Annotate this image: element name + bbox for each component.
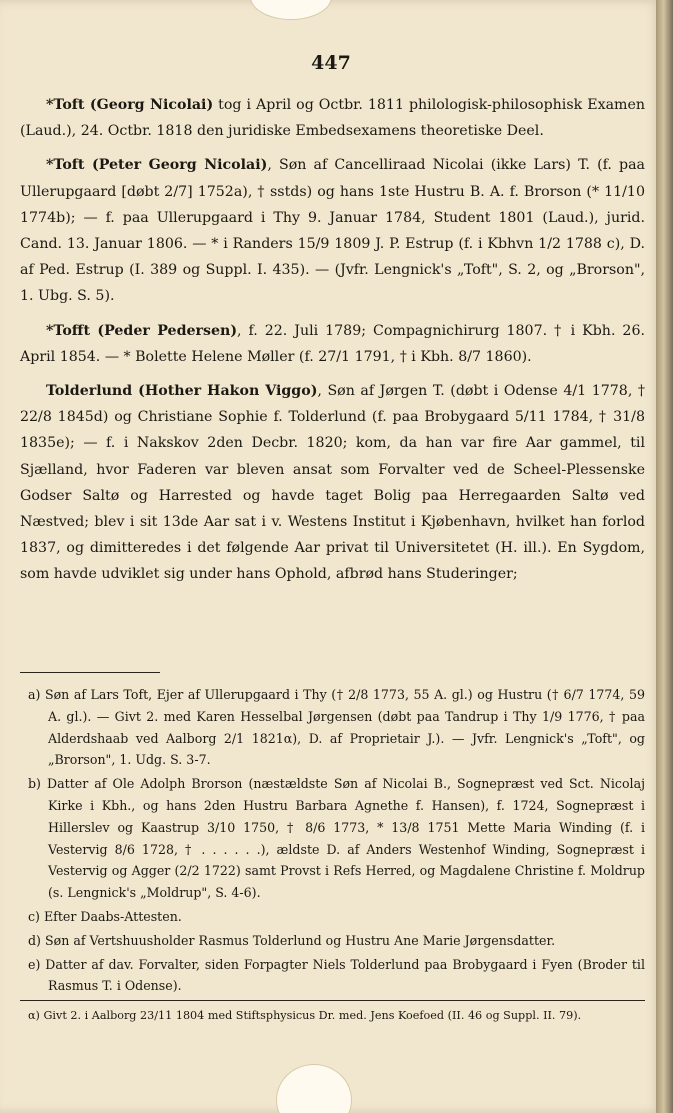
note — [28, 684, 645, 771]
note — [28, 954, 645, 998]
entry-heading: *Toft (Peter Georg Nicolai) — [46, 157, 268, 174]
note — [28, 930, 645, 952]
main-text — [20, 92, 645, 588]
page-number: 447 — [311, 52, 351, 74]
footnote-divider — [20, 1000, 645, 1001]
entry-heading: *Tofft (Peder Pedersen) — [46, 322, 238, 339]
note — [28, 773, 645, 904]
note-text: Efter Daabs-Attesten. — [43, 908, 182, 924]
entry-heading: Tolderlund (Hother Hakon Viggo) — [46, 383, 318, 400]
note-label: c) — [28, 908, 40, 924]
footnote — [28, 1006, 662, 1025]
note-text: Datter af Ole Adolph Brorson (næstældste Søn af Nicolai B., Sognepræst ved Sct. Nicolaj Kirke i Kbh., og hans 2den Hustru Barbara Agnethe f. Hansen), f. 1724, Sognepræst i Hillerslev og Kaastrup 3/10 1750, † 8/6 1773, * 13/8 1751 Mette Maria Winding (f. i Vestervig 8/6 1728, † . . . . . .), ældste D. af Anders Westenhof Winding, Sognepræst i Vestervig og Agger (2/2 1722) samt Provst i Refs Herred, og Magdalene Christine f. Moldrup (s. Lengnick's „Moldrup", S. 4-6). — [47, 776, 645, 901]
entry-text: , f. 22. Juli 1789; Compagnichirurg 1807. † i Kbh. 26. April 1854. — * Bolette Helene Møller (f. 27/1 1791, † i Kbh. 8/7 1860). — [20, 322, 645, 365]
entry-heading: *Toft (Georg Nicolai) — [46, 97, 214, 113]
note-text: Søn af Vertshuusholder Rasmus Tolderlund og Hustru Ane Marie Jørgensdatter. — [45, 932, 556, 948]
entry — [20, 378, 645, 588]
notes-divider — [20, 672, 160, 673]
book-spine — [656, 0, 673, 1113]
note-text: Søn af Lars Toft, Ejer af Ullerupgaard i Thy († 2/8 1773, 55 A. gl.) og Hustru († 6/7 1774, 59 A. gl.). — Givt 2. med Karen Hesselbal Jørgensen (døbt paa Tandrup i Thy 1/9 1776, † paa Alderdshaab ved Aalborg 2/1 1821α), D. af Proprietair J.). — Jvfr. Lengnick's „Toft", og „Brorson", 1. Udg. S. 3-7. — [44, 687, 645, 768]
note-label: a) — [28, 687, 41, 702]
note-text: Datter af dav. Forvalter, siden Forpagter Niels Tolderlund paa Brobygaard i Fyen (Broder til Rasmus T. i Odense). — [45, 956, 645, 994]
footnote-text: Givt 2. i Aalborg 23/11 1804 med Stiftsphysicus Dr. med. Jens Koefoed (II. 46 og Suppl. II. 79). — [43, 1009, 582, 1022]
entry-text: , Søn af Jørgen T. (døbt i Odense 4/1 1778, † 22/8 1845d) og Christiane Sophie f. Tolderlund (f. paa Brobygaard 5/11 1784, † 31/8 1835e); — f. i Nakskov 2den Decbr. 1820; kom, da han var fire Aar gammel, til Sjælland, hvor Faderen var bleven ansat som Forvalter ved de Scheel-Plessenske Godser Saltø og Harrested og havde taget Bolig paa Herregaarden Saltø ved Næstved; blev i sit 13de Aar sat i v. Westens Institut i Kjøbenhavn, hvilket han forlod 1837, og dimitteredes i det følgende Aar privat til Universitetet (H. ill.). En Sygdom, som havde udviklet sig under hans Ophold, afbrød hans Studeringer; — [20, 383, 645, 583]
note — [28, 906, 645, 928]
note-label: e) — [28, 956, 41, 972]
paper-tab-bottom — [276, 1064, 352, 1113]
note-label: b) — [28, 776, 41, 792]
entry — [20, 92, 645, 144]
paper-tab-top — [250, 0, 332, 20]
footnote-label: α) — [28, 1009, 40, 1022]
entry-text: tog i April og Octbr. 1811 philologisk-philosophisk Examen (Laud.), 24. Octbr. 1818 den juridiske Embedsexamens theoretiske Deel. — [20, 97, 646, 140]
note-label: d) — [28, 932, 41, 948]
entry — [20, 318, 645, 370]
entry — [20, 152, 645, 309]
entry-text: , Søn af Cancelliraad Nicolai (ikke Lars) T. (f. paa Ullerupgaard [døbt 2/7] 1752a), † sstds) og hans 1ste Hustru B. A. f. Brorson (* 11/10 1774b); — f. paa Ullerupgaard i Thy 9. Januar 1784, Student 1801 (Laud.), jurid. Cand. 13. Januar 1806. — * i Randers 15/9 1809 J. P. Estrup (f. i Kbhvn 1/2 1788 c), D. af Ped. Estrup (I. 389 og Suppl. I. 435). — (Jvfr. Lengnick's „Toft", S. 2, og „Brorson", 1. Ubg. S. 5). — [20, 157, 645, 305]
notes — [28, 684, 645, 999]
